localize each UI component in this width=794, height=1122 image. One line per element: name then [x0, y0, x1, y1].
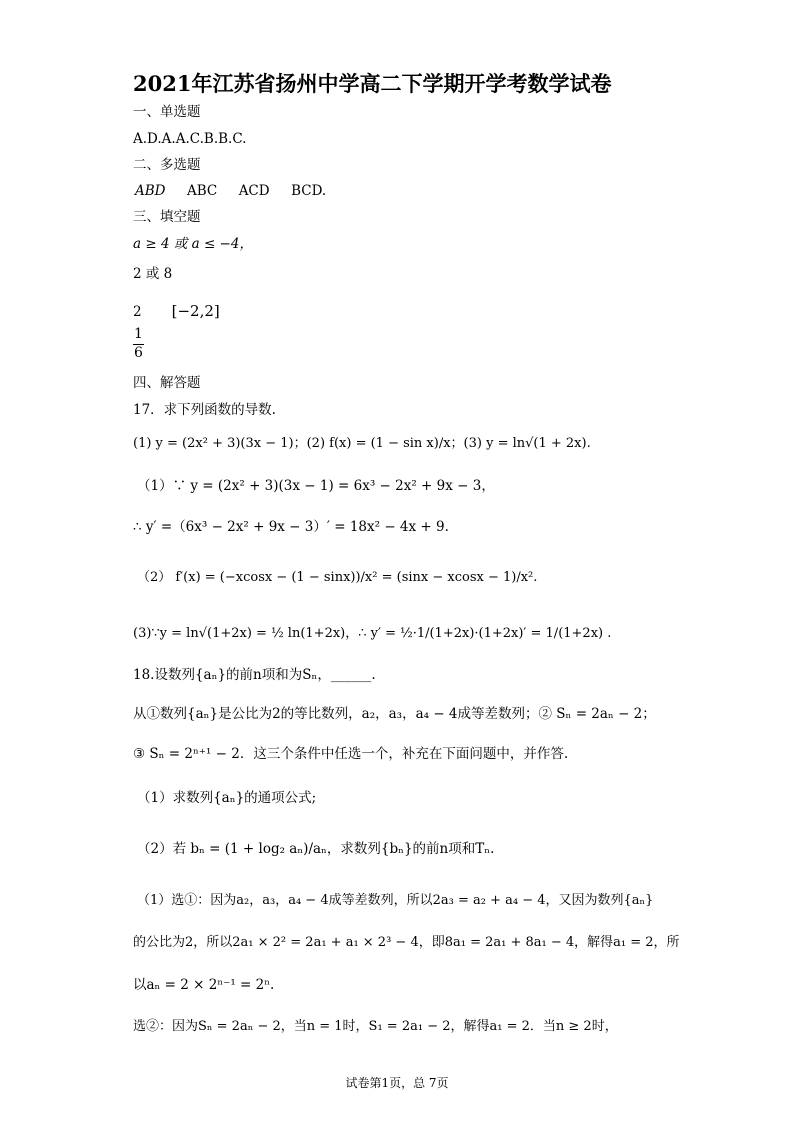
multi-answer-4: BCD. — [291, 183, 327, 199]
q18-solution-line-2: 的公比为2，所以2a₁ × 2² = 2a₁ + a₁ × 2³ − 4，即8a₁ = 2a₁ + 8a₁ − 4，解得a₁ = 2，所 — [133, 935, 680, 950]
section-solution: 四、解答题 — [133, 375, 201, 391]
q17-solution-2: （2） f′(x) = (−xcosx − (1 − sinx))/x² = (sinx − xcosx − 1)/x². — [137, 570, 538, 585]
q18-part-1: （1）求数列{aₙ}的通项公式; — [137, 790, 317, 806]
q17-solution-1b: ∴ y′ =（6x³ − 2x² + 9x − 3）′ = 18x² − 4x + 9. — [133, 519, 449, 535]
q17-stem: 17．求下列函数的导数. — [133, 402, 276, 418]
section-single-choice: 一、单选题 — [133, 104, 201, 120]
q17-solution-1: （1）∵ y = (2x² + 3)(3x − 1) = 6x³ − 2x² + 9x − 3， — [137, 478, 495, 494]
multi-answer-3: ACD — [238, 183, 270, 199]
fill3-interval: [−2,2] — [171, 302, 220, 320]
multi-answer-2: ABC — [186, 183, 218, 199]
page-footer: 试卷第1页，总 7页 — [345, 1076, 449, 1090]
fill3-value: 2 — [133, 304, 142, 320]
q18-part-2: （2）若 bₙ = (1 + log₂ aₙ)/aₙ，求数列{bₙ}的前n项和Tₙ. — [137, 841, 495, 857]
q18-solution-line-3: 以aₙ = 2 × 2ⁿ⁻¹ = 2ⁿ. — [133, 977, 275, 993]
q18-stem: 18.设数列{aₙ}的前n项和为Sₙ，______. — [133, 667, 376, 683]
answer-fill-3 — [133, 302, 220, 320]
q17-solution-3: (3)∵y = ln√(1+2x) = ½ ln(1+2x)，∴ y′ = ½·1/(1+2x)·(1+2x)′ = 1/(1+2x) . — [133, 626, 612, 641]
q18-solution-line-4: 选②：因为Sₙ = 2aₙ − 2，当n = 1时，S₁ = 2a₁ − 2，解得a₁ = 2．当n ≥ 2时， — [133, 1019, 618, 1034]
q18-solution-line-1: （1）选①：因为a₂，a₃，a₄ − 4成等差数列，所以2a₃ = a₂ + a₄ − 4，又因为数列{aₙ} — [137, 893, 654, 908]
fill4-numerator: 1 — [133, 326, 144, 345]
answer-single-choice: A.D.A.A.C.B.B.C. — [133, 131, 247, 147]
section-fill-blank: 三、填空题 — [133, 209, 201, 225]
section-multi-choice: 二、多选题 — [133, 157, 201, 173]
answer-fill-2: 2 或 8 — [133, 266, 173, 282]
q17-parts: (1) y = (2x² + 3)(3x − 1)；(2) f(x) = (1 − sin x)/x；(3) y = ln√(1 + 2x). — [133, 436, 591, 451]
answer-multi-choice — [135, 183, 326, 199]
fill4-denominator: 6 — [134, 344, 143, 361]
answer-fill-1: a ≥ 4 或 a ≤ −4， — [133, 236, 253, 252]
multi-answer-1: ABD — [135, 183, 166, 199]
q18-condition-1: 从①数列{aₙ}是公比为2的等比数列，a₂，a₃，a₄ − 4成等差数列；② Sₙ = 2aₙ − 2； — [133, 706, 656, 722]
page-title: 2021年江苏省扬州中学高二下学期开学考数学试卷 — [133, 71, 612, 96]
answer-fill-4 — [133, 326, 144, 362]
q18-condition-2: ③ Sₙ = 2ⁿ⁺¹ − 2．这三个条件中任选一个，补充在下面问题中，并作答. — [133, 746, 569, 762]
